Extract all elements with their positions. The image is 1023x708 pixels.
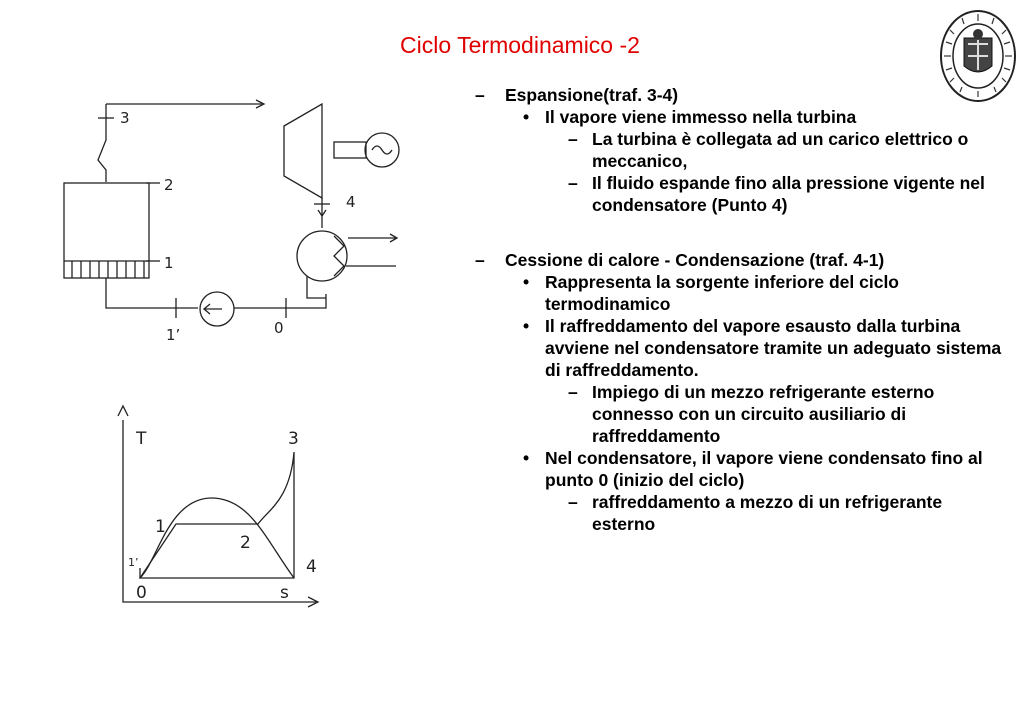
ts-label-1-prime: 1’	[128, 556, 139, 569]
sub-bullet-item	[475, 128, 1010, 172]
bullet-text: Rappresenta la sorgente inferiore del ciclo termodinamico	[545, 272, 899, 314]
dash-marker: –	[568, 492, 578, 512]
sub-bullet-text: Impiego di un mezzo refrigerante esterno connesso con un circuito ausiliario di raffreddamento	[592, 382, 935, 446]
section-condensation	[475, 249, 1010, 535]
bullet-item	[475, 315, 1010, 381]
plant-label-4: 4	[346, 193, 356, 211]
dash-marker: –	[568, 173, 578, 193]
plant-label-1: 1	[164, 254, 174, 272]
bullet-marker: •	[523, 316, 530, 336]
sub-bullet-item	[475, 491, 1010, 535]
dash-marker: –	[568, 382, 578, 402]
slide-title: Ciclo Termodinamico -2	[400, 32, 640, 58]
ts-label-1: 1	[155, 517, 166, 537]
plant-label-2: 2	[164, 176, 174, 194]
ts-label-2: 2	[240, 533, 251, 553]
plant-label-1-prime: 1’	[166, 326, 181, 344]
sub-bullet-item	[475, 381, 1010, 447]
ts-label-0: 0	[136, 583, 147, 603]
dash-marker: –	[568, 129, 578, 149]
bullet-text: Il vapore viene immesso nella turbina	[545, 107, 857, 127]
sub-bullet-text: La turbina è collegata ad un carico elettrico o meccanico,	[592, 129, 969, 171]
bullet-item	[475, 106, 1010, 128]
bullet-marker: •	[523, 272, 530, 292]
ts-label-4: 4	[306, 557, 317, 577]
section-expansion	[475, 84, 1010, 216]
bullet-item	[475, 271, 1010, 315]
rankine-cycle-diagrams	[0, 0, 430, 708]
bullet-text: Il raffreddamento del vapore esausto dalla turbina avviene nel condensatore tramite un adeguato sistema di raffreddamento.	[545, 316, 1002, 380]
section-heading: Espansione(traf. 3-4)	[505, 85, 679, 105]
plant-label-0: 0	[274, 319, 284, 337]
section-heading: Cessione di calore - Condensazione (traf. 4-1)	[505, 250, 885, 270]
ts-label-3: 3	[288, 429, 299, 449]
dash-marker: –	[475, 250, 485, 270]
sub-bullet-text: raffreddamento a mezzo di un refrigerante esterno	[592, 492, 943, 534]
ts-label-T: T	[136, 429, 147, 449]
plant-label-3: 3	[120, 109, 130, 127]
bullet-item	[475, 447, 1010, 491]
slide-content	[475, 84, 1010, 568]
sub-bullet-text: Il fluido espande fino alla pressione vigente nel condensatore (Punto 4)	[592, 173, 985, 215]
sub-bullet-item	[475, 172, 1010, 216]
ts-label-s: s	[280, 583, 289, 603]
dash-marker: –	[475, 85, 485, 105]
bullet-marker: •	[523, 107, 530, 127]
bullet-marker: •	[523, 448, 530, 468]
bullet-text: Nel condensatore, il vapore viene condensato fino al punto 0 (inizio del ciclo)	[545, 448, 983, 490]
